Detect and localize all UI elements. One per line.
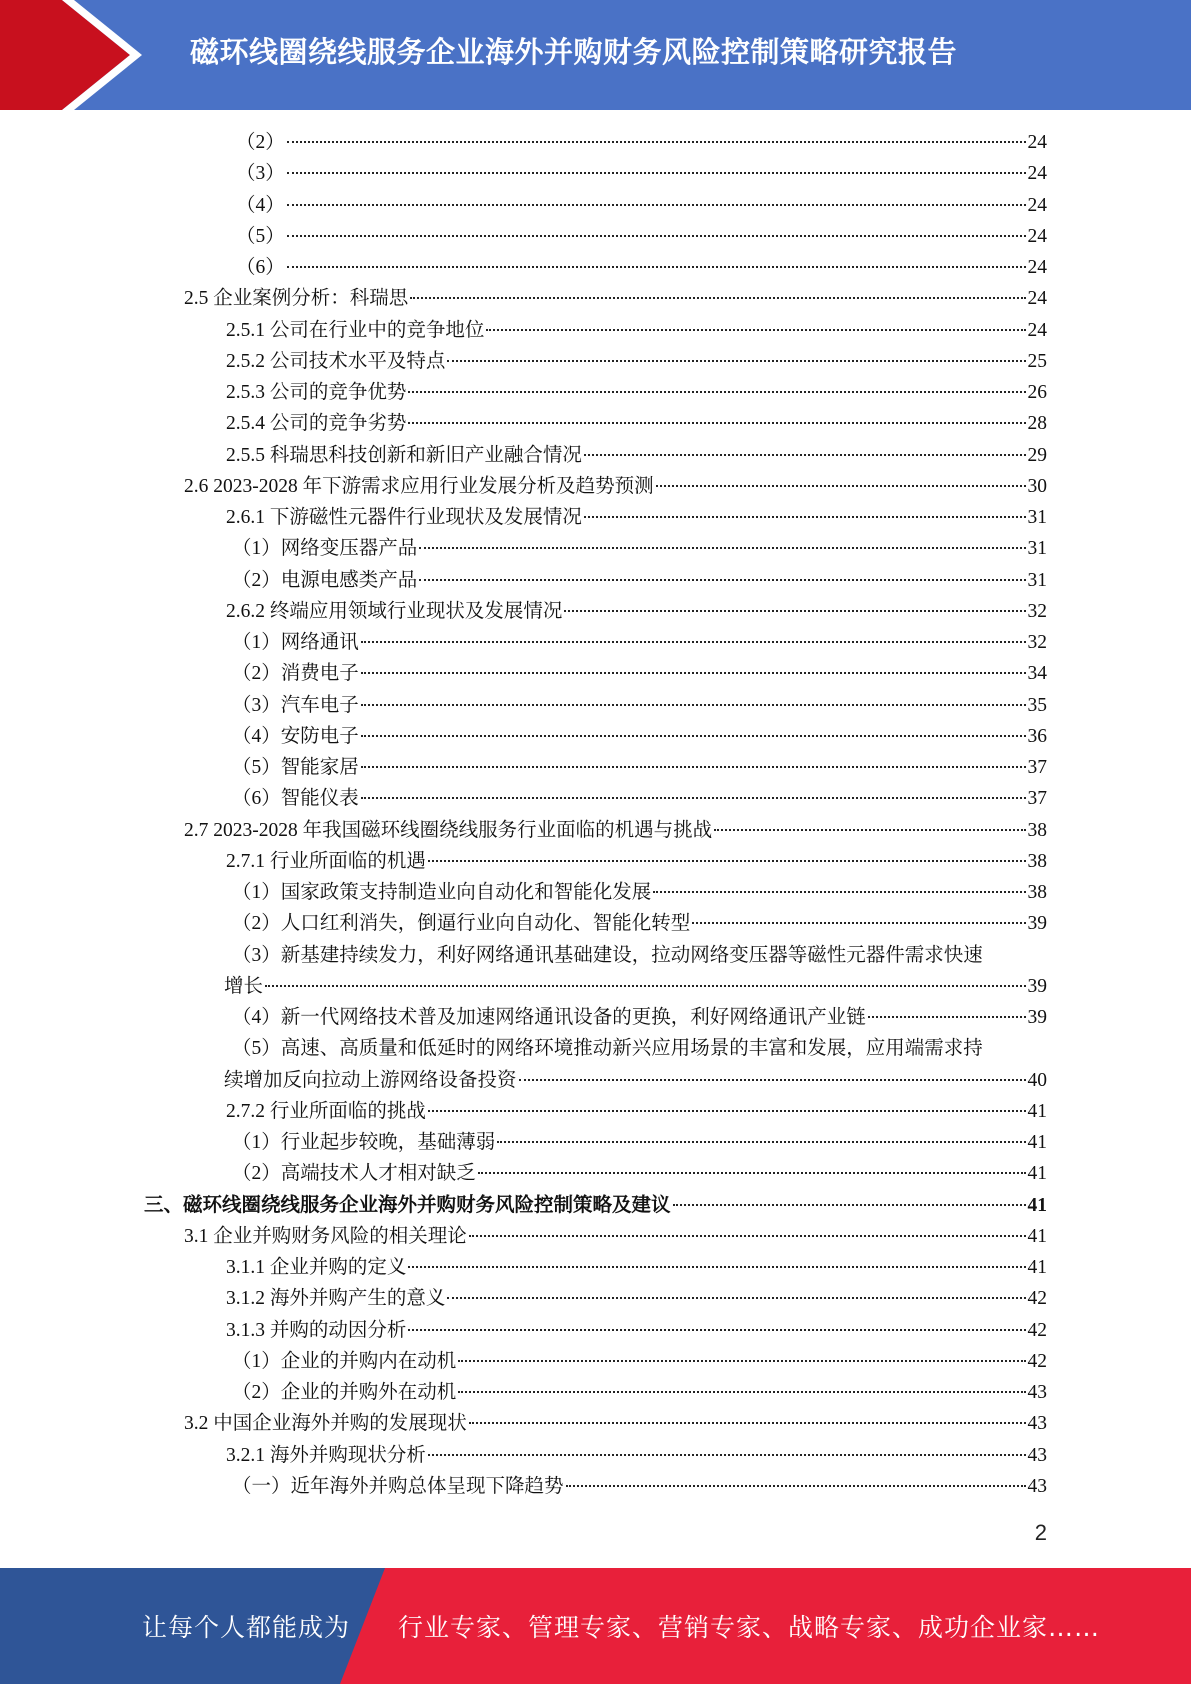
header-arrow-decoration	[0, 0, 200, 110]
toc-entry-label: 2.5.2 公司技术水平及特点	[226, 351, 446, 372]
toc-entry[interactable]	[236, 221, 1047, 252]
toc-dot-leader	[564, 610, 1025, 612]
toc-entry-page: 41	[1027, 1226, 1047, 1247]
toc-entry[interactable]	[226, 1096, 1047, 1127]
footer-slogan-left: 让每个人都能成为	[142, 1613, 351, 1642]
toc-entry-page: 42	[1027, 1288, 1047, 1309]
toc-dot-leader	[447, 360, 1025, 362]
toc-entry-label: （2）企业的并购外在动机	[232, 1382, 457, 1403]
toc-entry-label: （3）汽车电子	[232, 695, 359, 716]
toc-dot-leader	[287, 266, 1026, 268]
toc-entry-label: 2.6 2023-2028 年下游需求应用行业发展分析及趋势预测	[184, 476, 654, 497]
toc-entry[interactable]	[232, 1127, 1047, 1158]
toc-entry-page: 32	[1027, 632, 1047, 653]
toc-entry[interactable]	[236, 252, 1047, 283]
toc-entry[interactable]	[232, 752, 1047, 783]
toc-entry-label: （5）智能家居	[232, 757, 359, 778]
toc-dot-leader	[673, 1204, 1026, 1206]
toc-entry-label: （4）新一代网络技术普及加速网络通讯设备的更换，利好网络通讯产业链	[232, 1007, 866, 1028]
toc-dot-leader	[458, 1391, 1025, 1393]
toc-dot-leader	[419, 579, 1025, 581]
toc-entry-page: 28	[1027, 413, 1047, 434]
toc-dot-leader	[497, 1141, 1025, 1143]
toc-entry-page: 43	[1027, 1445, 1047, 1466]
toc-entry-label: （4）	[236, 195, 285, 216]
toc-entry-label: 2.5.5 科瑞思科技创新和新旧产业融合情况	[226, 445, 582, 466]
toc-entry-label: 续增加反向拉动上游网络设备投资	[224, 1070, 517, 1091]
toc-entry[interactable]	[226, 377, 1047, 408]
toc-entry-label: （1）网络通讯	[232, 632, 359, 653]
toc-entry-page: 24	[1027, 288, 1047, 309]
toc-entry-label: 2.5.3 公司的竞争优势	[226, 382, 407, 403]
toc-entry-label: 3.1.1 企业并购的定义	[226, 1257, 407, 1278]
toc-entry-page: 37	[1027, 757, 1047, 778]
toc-entry[interactable]	[184, 815, 1047, 846]
toc-dot-leader	[428, 1454, 1026, 1456]
toc-dot-leader	[486, 329, 1025, 331]
toc-entry[interactable]	[226, 1440, 1047, 1471]
toc-entry[interactable]	[226, 846, 1047, 877]
toc-entry-label: 增长	[224, 976, 264, 997]
toc-dot-leader	[458, 1360, 1025, 1362]
toc-entry-page: 38	[1027, 851, 1047, 872]
toc-entry[interactable]	[224, 1065, 1047, 1096]
toc-entry-page: 42	[1027, 1351, 1047, 1372]
toc-entry-label: 三、磁环线圈绕线服务企业海外并购财务风险控制策略及建议	[144, 1195, 671, 1216]
toc-dot-leader	[361, 766, 1026, 768]
toc-entry-page: 40	[1027, 1070, 1047, 1091]
toc-dot-leader	[287, 172, 1026, 174]
toc-dot-leader	[361, 641, 1026, 643]
toc-entry[interactable]	[232, 721, 1047, 752]
toc-entry-label: 2.7.1 行业所面临的机遇	[226, 851, 426, 872]
toc-entry-page: 41	[1027, 1195, 1047, 1216]
toc-dot-leader	[584, 454, 1026, 456]
toc-dot-leader	[408, 422, 1025, 424]
toc-dot-leader	[868, 1016, 1026, 1018]
toc-entry[interactable]	[232, 1471, 1047, 1502]
page-number: 2	[1034, 1520, 1047, 1545]
toc-entry[interactable]	[184, 471, 1047, 502]
page-header	[0, 0, 1191, 110]
toc-entry[interactable]	[226, 1315, 1047, 1346]
toc-entry-page: 41	[1027, 1257, 1047, 1278]
toc-dot-leader	[566, 1485, 1026, 1487]
toc-entry-label: （2）电源电感类产品	[232, 570, 418, 591]
toc-entry-page: 42	[1027, 1320, 1047, 1341]
toc-entry-page: 39	[1027, 913, 1047, 934]
toc-dot-leader	[692, 922, 1025, 924]
toc-entry-label: （1）企业的并购内在动机	[232, 1351, 457, 1372]
toc-entry-label: （1）国家政策支持制造业向自动化和智能化发展	[232, 882, 652, 903]
toc-dot-leader	[519, 1079, 1026, 1081]
toc-dot-leader	[714, 829, 1025, 831]
footer-slogan-right: 行业专家、管理专家、营销专家、战略专家、成功企业家……	[398, 1613, 1101, 1642]
toc-entry-page: 38	[1027, 882, 1047, 903]
toc-entry[interactable]	[226, 1252, 1047, 1283]
toc-entry-page: 30	[1027, 476, 1047, 497]
toc-entry[interactable]	[232, 1346, 1047, 1377]
toc-entry-page: 43	[1027, 1382, 1047, 1403]
toc-entry[interactable]	[226, 1283, 1047, 1314]
toc-entry[interactable]	[226, 346, 1047, 377]
toc-entry[interactable]	[232, 533, 1047, 564]
toc-entry-page: 34	[1027, 663, 1047, 684]
toc-entry-label: 3.1 企业并购财务风险的相关理论	[184, 1226, 467, 1247]
toc-entry[interactable]: （5）高速、高质量和低延时的网络环境推动新兴应用场景的丰富和发展，应用端需求持	[232, 1038, 983, 1059]
toc-entry-page: 24	[1027, 195, 1047, 216]
toc-dot-leader	[653, 891, 1025, 893]
toc-entry-label: 3.1.3 并购的动因分析	[226, 1320, 407, 1341]
page-footer	[0, 1568, 1191, 1684]
toc-entry[interactable]	[226, 315, 1047, 346]
toc-entry-page: 41	[1027, 1132, 1047, 1153]
toc-entry-label: 2.7.2 行业所面临的挑战	[226, 1101, 426, 1122]
toc-dot-leader	[287, 235, 1026, 237]
toc-entry-label: （2）高端技术人才相对缺乏	[232, 1163, 476, 1184]
toc-entry[interactable]	[184, 283, 1047, 314]
toc-entry-page: 24	[1027, 226, 1047, 247]
toc-entry[interactable]: （3）新基建持续发力，利好网络通讯基础建设，拉动网络变压器等磁性元器件需求快速	[232, 945, 983, 966]
toc-entry[interactable]	[232, 1377, 1047, 1408]
toc-entry[interactable]	[184, 1221, 1047, 1252]
toc-entry-label: （2）	[236, 132, 285, 153]
toc-entry-label: （5）	[236, 226, 285, 247]
toc-entry[interactable]	[236, 158, 1047, 189]
toc-dot-leader	[419, 547, 1025, 549]
toc-entry[interactable]	[236, 190, 1047, 221]
toc-entry-label: 2.7 2023-2028 年我国磁环线圈绕线服务行业面临的机遇与挑战	[184, 820, 713, 841]
toc-entry[interactable]	[232, 627, 1047, 658]
toc-entry-label: 2.6.1 下游磁性元器件行业现状及发展情况	[226, 507, 582, 528]
toc-dot-leader	[361, 704, 1026, 706]
toc-entry-label: （6）	[236, 257, 285, 278]
toc-entry-page: 24	[1027, 257, 1047, 278]
toc-entry-label: 3.2.1 海外并购现状分析	[226, 1445, 426, 1466]
toc-entry-label: 3.1.2 海外并购产生的意义	[226, 1288, 446, 1309]
toc-entry-label: （2）消费电子	[232, 663, 359, 684]
toc-entry[interactable]	[226, 502, 1047, 533]
toc-entry-page: 29	[1027, 445, 1047, 466]
toc-entry-label: （6）智能仪表	[232, 788, 359, 809]
toc-entry[interactable]	[232, 565, 1047, 596]
toc-entry-page: 41	[1027, 1101, 1047, 1122]
toc-dot-leader	[408, 391, 1025, 393]
toc-entry[interactable]	[232, 783, 1047, 814]
report-title: 磁环线圈绕线服务企业海外并购财务风险控制策略研究报告	[190, 34, 958, 69]
toc-entry[interactable]	[224, 971, 1047, 1002]
toc-dot-leader	[361, 797, 1026, 799]
toc-dot-leader	[428, 1110, 1026, 1112]
toc-entry-page: 31	[1027, 507, 1047, 528]
toc-entry-page: 24	[1027, 320, 1047, 341]
toc-entry[interactable]	[232, 1002, 1047, 1033]
toc-entry-page: 39	[1027, 1007, 1047, 1028]
toc-entry-label: 2.6.2 终端应用领域行业现状及发展情况	[226, 601, 563, 622]
toc-entry-page: 37	[1027, 788, 1047, 809]
toc-entry[interactable]	[232, 1158, 1047, 1189]
toc-entry[interactable]	[232, 658, 1047, 689]
toc-dot-leader	[408, 1266, 1025, 1268]
toc-entry-page: 31	[1027, 570, 1047, 591]
toc-dot-leader	[361, 672, 1026, 674]
toc-dot-leader	[428, 860, 1026, 862]
toc-entry-label: （一）近年海外并购总体呈现下降趋势	[232, 1476, 564, 1497]
toc-entry-page: 39	[1027, 976, 1047, 997]
toc-dot-leader	[656, 485, 1026, 487]
toc-entry-label: （1）行业起步较晚，基础薄弱	[232, 1132, 496, 1153]
toc-dot-leader	[584, 516, 1026, 518]
toc-entry-page: 24	[1027, 132, 1047, 153]
toc-entry-label: （2）人口红利消失，倒逼行业向自动化、智能化转型	[232, 913, 691, 934]
toc-entry-page: 31	[1027, 538, 1047, 559]
toc-dot-leader	[478, 1172, 1026, 1174]
toc-dot-leader	[469, 1422, 1026, 1424]
toc-entry-label: （3）	[236, 163, 285, 184]
toc-entry[interactable]	[226, 440, 1047, 471]
toc-entry[interactable]	[232, 690, 1047, 721]
toc-dot-leader	[410, 297, 1025, 299]
toc-dot-leader	[265, 985, 1025, 987]
toc-entry[interactable]	[232, 908, 1047, 939]
toc-entry[interactable]	[232, 877, 1047, 908]
toc-entry-label: 2.5.4 公司的竞争劣势	[226, 413, 407, 434]
toc-entry[interactable]	[226, 408, 1047, 439]
toc-entry-label: 3.2 中国企业海外并购的发展现状	[184, 1413, 467, 1434]
toc-entry[interactable]	[144, 1190, 1047, 1221]
toc-entry-page: 38	[1027, 820, 1047, 841]
toc-entry-label: 2.5 企业案例分析：科瑞思	[184, 288, 409, 309]
toc-entry-page: 35	[1027, 695, 1047, 716]
toc-entry-page: 32	[1027, 601, 1047, 622]
toc-entry-page: 26	[1027, 382, 1047, 403]
toc-entry-page: 43	[1027, 1413, 1047, 1434]
toc-entry-page: 24	[1027, 163, 1047, 184]
toc-dot-leader	[408, 1329, 1025, 1331]
toc-dot-leader	[469, 1235, 1026, 1237]
toc-dot-leader	[287, 204, 1026, 206]
toc-dot-leader	[447, 1297, 1025, 1299]
toc-entry[interactable]	[184, 1408, 1047, 1439]
toc-entry-label: （4）安防电子	[232, 726, 359, 747]
toc-entry-page: 41	[1027, 1163, 1047, 1184]
toc-entry-label: 2.5.1 公司在行业中的竞争地位	[226, 320, 485, 341]
toc-entry[interactable]	[226, 596, 1047, 627]
toc-entry-page: 25	[1027, 351, 1047, 372]
toc-entry-page: 36	[1027, 726, 1047, 747]
toc-entry[interactable]	[236, 127, 1047, 158]
toc-dot-leader	[287, 141, 1026, 143]
toc-dot-leader	[361, 735, 1026, 737]
toc-entry-label: （1）网络变压器产品	[232, 538, 418, 559]
toc-entry-page: 43	[1027, 1476, 1047, 1497]
